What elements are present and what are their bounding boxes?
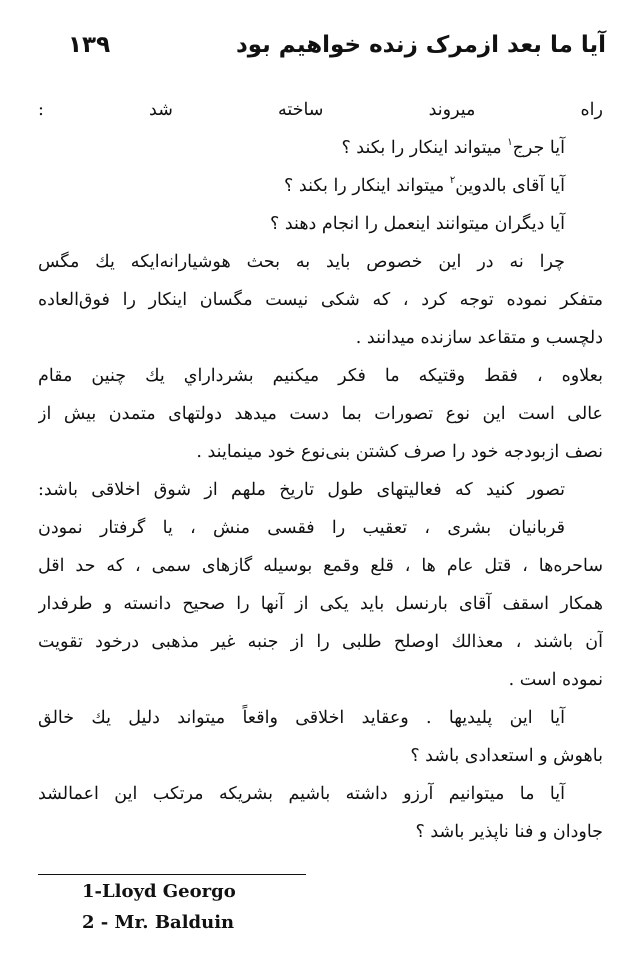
text-line: آيا ديگران ميتوانند اينعمل را انجام دهند ؟ (270, 214, 565, 234)
text-line: بعلاوه ، فقط وقتيکه ما فکر ميکنيم بشرداراي يك چنين مقام (38, 366, 603, 386)
text-line: آيا آقای بالدوين$^۲$ ميتواند اينکار را بکند ؟ (284, 175, 565, 196)
footnote-item: 1-Lloyd Georgo (82, 881, 236, 902)
page-number: ۱۳۹ (68, 32, 111, 58)
text-line: آيا جرج$^۱$ ميتواند اينکار را بکند ؟ (341, 137, 565, 158)
text-line: آن باشند ، معذالك اوصلح طلبی را از جنبه غير مذهبی درخود تقويت (38, 632, 603, 652)
text-line: تصور کنيد که فعاليتهای طول تاريخ ملهم از شوق اخلاقی باشد: (38, 480, 565, 500)
text-line: قربانيان بشری ، تعقيب را فقسی منش ، يا گرفتار نمودن (38, 518, 565, 538)
page-header (68, 32, 606, 72)
footnote-ref: ۱ (507, 137, 513, 148)
text-line: جاودان و فنا ناپذير باشد ؟ (415, 822, 603, 842)
text-line: باهوش و استعدادی باشد ؟ (410, 746, 603, 766)
text-line: راه ميروند ساخته شد : (38, 100, 603, 120)
footnote-divider (38, 874, 306, 875)
text-line: همکار اسقف آقای بارنسل بايد يکی از آنها را صحيح دانسته و طرفدار (38, 594, 603, 614)
footnote-ref: ۲ (449, 175, 456, 186)
text-line: نصف ازبودجه خود را صرف کشتن بنی‌نوع خود مينمايند . (196, 442, 603, 462)
text-line: آيا ما ميتوانيم آرزو داشته باشيم بشريکه مرتکب اين اعمالشد (38, 784, 565, 804)
body-text (38, 91, 603, 851)
footnote-item: 2 - Mr. Balduin (82, 912, 235, 933)
text-line: متفکر نموده توجه کرد ، که شکی نيست مگسان اينکار را فوق‌العاده (38, 290, 603, 310)
running-title: آيا ما بعد ازمرک زنده خواهيم بود (235, 32, 606, 58)
text-line: دلچسب و متقاعد سازنده ميدانند . (355, 328, 603, 348)
text-line: ساحره‌ها ، قتل عام ها ، قلع وقمع بوسيله گازهای سمی ، که حد اقل (38, 556, 603, 576)
footnotes (82, 876, 236, 938)
text-line: نموده است . (508, 670, 603, 690)
text-line: عالی است اين نوع تصورات بما دست ميدهد دولتهای متمدن بيش از (38, 404, 603, 424)
text-line: چرا نه در اين خصوص بايد به بحث هوشيارانه‌ايکه يك مگس (38, 252, 565, 272)
text-line: آيا اين پليديها . وعقايد اخلاقی واقعاً ميتواند دليل يك خالق (38, 708, 565, 728)
